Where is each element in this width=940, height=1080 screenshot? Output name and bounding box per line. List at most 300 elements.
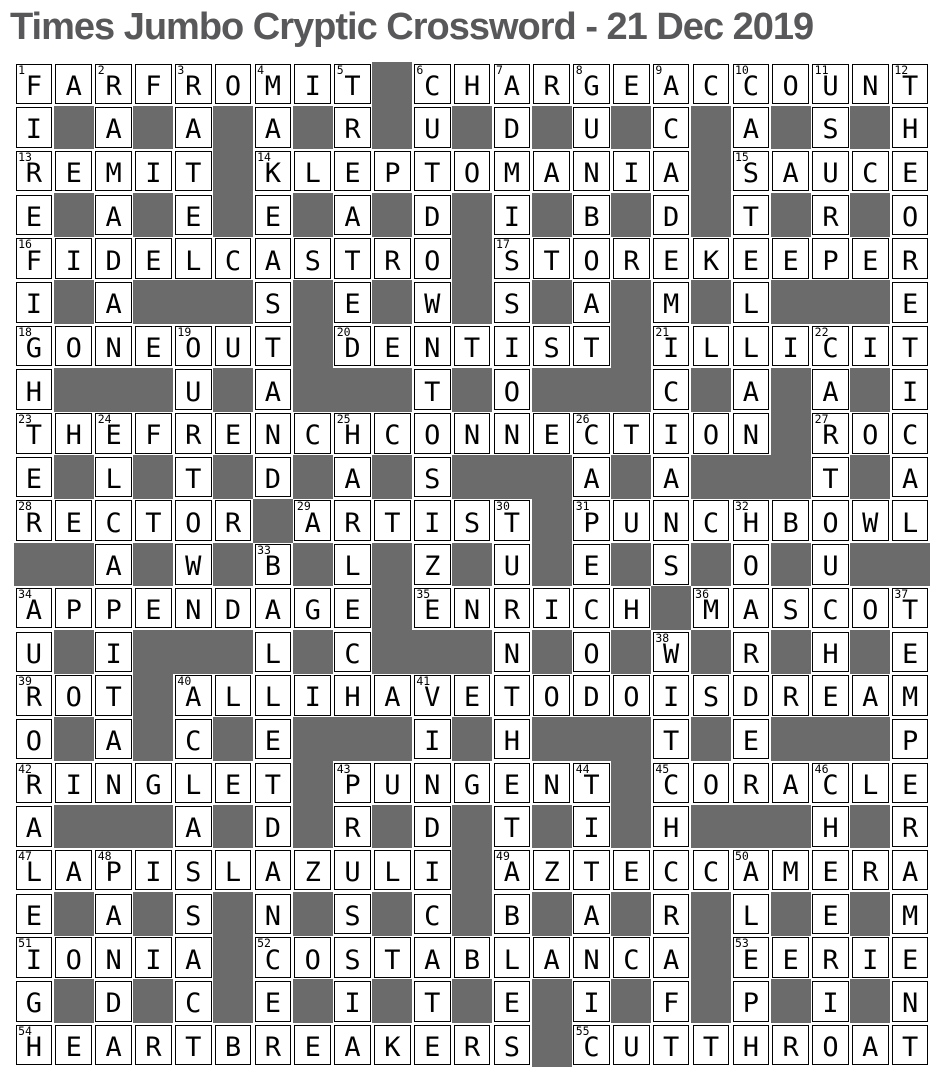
grid-cell-r23c7[interactable]: [255, 1025, 292, 1066]
grid-cell-r13c16[interactable]: [613, 588, 650, 629]
grid-cell-r13c22[interactable]: [852, 588, 889, 629]
grid-cell-r4c21[interactable]: [812, 195, 849, 236]
grid-cell-r16c1[interactable]: [16, 719, 53, 760]
grid-cell-r20c1[interactable]: [16, 894, 53, 935]
grid-cell-r15c19[interactable]: [733, 675, 770, 716]
grid-cell-r3c14[interactable]: [533, 151, 570, 192]
grid-cell-r9c15[interactable]: [573, 413, 610, 454]
grid-cell-r1c16[interactable]: [613, 64, 650, 105]
grid-cell-r21c4[interactable]: [135, 937, 172, 978]
grid-cell-r4c1[interactable]: [16, 195, 53, 236]
grid-cell-r3c9[interactable]: [334, 151, 371, 192]
grid-cell-r22c19[interactable]: [733, 981, 770, 1022]
grid-cell-r21c14[interactable]: [533, 937, 570, 978]
grid-cell-r16c7[interactable]: [255, 719, 292, 760]
grid-cell-r1c15[interactable]: [573, 64, 610, 105]
grid-cell-r17c22[interactable]: [852, 763, 889, 804]
grid-cell-r9c23[interactable]: [892, 413, 929, 454]
grid-cell-r1c19[interactable]: [733, 64, 770, 105]
grid-cell-r15c21[interactable]: [812, 675, 849, 716]
grid-cell-r18c1[interactable]: [16, 806, 53, 847]
grid-cell-r10c1[interactable]: [16, 457, 53, 498]
grid-cell-r9c19[interactable]: [733, 413, 770, 454]
grid-cell-r18c11[interactable]: [414, 806, 451, 847]
grid-cell-r23c17[interactable]: [653, 1025, 690, 1066]
grid-cell-r19c15[interactable]: [573, 850, 610, 891]
grid-cell-r23c1[interactable]: [16, 1025, 53, 1066]
grid-cell-r19c18[interactable]: [693, 850, 730, 891]
grid-cell-r11c15[interactable]: [573, 500, 610, 541]
grid-cell-r4c19[interactable]: [733, 195, 770, 236]
grid-cell-r11c13[interactable]: [494, 500, 531, 541]
grid-cell-r21c8[interactable]: [294, 937, 331, 978]
grid-cell-r5c21[interactable]: [812, 238, 849, 279]
grid-cell-r22c17[interactable]: [653, 981, 690, 1022]
grid-cell-r17c4[interactable]: [135, 763, 172, 804]
grid-cell-r1c2[interactable]: [55, 64, 92, 105]
grid-cell-r14c21[interactable]: [812, 632, 849, 673]
grid-cell-r9c6[interactable]: [215, 413, 252, 454]
grid-cell-r6c15[interactable]: [573, 282, 610, 323]
grid-cell-r5c5[interactable]: [175, 238, 212, 279]
grid-cell-r11c23[interactable]: [892, 500, 929, 541]
grid-cell-r17c18[interactable]: [693, 763, 730, 804]
grid-cell-r9c12[interactable]: [454, 413, 491, 454]
grid-cell-r1c17[interactable]: [653, 64, 690, 105]
grid-cell-r5c19[interactable]: [733, 238, 770, 279]
grid-cell-r19c1[interactable]: [16, 850, 53, 891]
grid-cell-r19c17[interactable]: [653, 850, 690, 891]
grid-cell-r11c3[interactable]: [95, 500, 132, 541]
grid-cell-r15c6[interactable]: [215, 675, 252, 716]
grid-cell-r19c16[interactable]: [613, 850, 650, 891]
grid-cell-r14c17[interactable]: [653, 632, 690, 673]
grid-cell-r3c16[interactable]: [613, 151, 650, 192]
grid-cell-r2c5[interactable]: [175, 107, 212, 148]
grid-cell-r6c3[interactable]: [95, 282, 132, 323]
grid-cell-r17c19[interactable]: [733, 763, 770, 804]
grid-cell-r11c16[interactable]: [613, 500, 650, 541]
grid-cell-r3c19[interactable]: [733, 151, 770, 192]
grid-cell-r21c3[interactable]: [95, 937, 132, 978]
grid-cell-r13c2[interactable]: [55, 588, 92, 629]
grid-cell-r19c13[interactable]: [494, 850, 531, 891]
grid-cell-r5c1[interactable]: [16, 238, 53, 279]
grid-cell-r15c17[interactable]: [653, 675, 690, 716]
grid-cell-r20c3[interactable]: [95, 894, 132, 935]
grid-cell-r21c21[interactable]: [812, 937, 849, 978]
grid-cell-r2c7[interactable]: [255, 107, 292, 148]
grid-cell-r21c23[interactable]: [892, 937, 929, 978]
grid-cell-r11c18[interactable]: [693, 500, 730, 541]
grid-cell-r14c23[interactable]: [892, 632, 929, 673]
grid-cell-r8c23[interactable]: [892, 369, 929, 410]
grid-cell-r3c20[interactable]: [772, 151, 809, 192]
grid-cell-r15c23[interactable]: [892, 675, 929, 716]
grid-cell-r19c9[interactable]: [334, 850, 371, 891]
grid-cell-r19c7[interactable]: [255, 850, 292, 891]
grid-cell-r20c19[interactable]: [733, 894, 770, 935]
grid-cell-r19c3[interactable]: [95, 850, 132, 891]
grid-cell-r3c10[interactable]: [374, 151, 411, 192]
grid-cell-r8c7[interactable]: [255, 369, 292, 410]
grid-cell-r7c1[interactable]: [16, 326, 53, 367]
grid-cell-r6c23[interactable]: [892, 282, 929, 323]
grid-cell-r18c5[interactable]: [175, 806, 212, 847]
grid-cell-r6c13[interactable]: [494, 282, 531, 323]
grid-cell-r7c14[interactable]: [533, 326, 570, 367]
grid-cell-r5c11[interactable]: [414, 238, 451, 279]
grid-cell-r23c11[interactable]: [414, 1025, 451, 1066]
grid-cell-r3c1[interactable]: [16, 151, 53, 192]
grid-cell-r18c7[interactable]: [255, 806, 292, 847]
grid-cell-r15c15[interactable]: [573, 675, 610, 716]
grid-cell-r15c14[interactable]: [533, 675, 570, 716]
grid-cell-r10c9[interactable]: [334, 457, 371, 498]
grid-cell-r15c18[interactable]: [693, 675, 730, 716]
grid-cell-r14c13[interactable]: [494, 632, 531, 673]
grid-cell-r23c18[interactable]: [693, 1025, 730, 1066]
grid-cell-r5c3[interactable]: [95, 238, 132, 279]
grid-cell-r10c3[interactable]: [95, 457, 132, 498]
grid-cell-r13c6[interactable]: [215, 588, 252, 629]
grid-cell-r13c4[interactable]: [135, 588, 172, 629]
grid-cell-r16c11[interactable]: [414, 719, 451, 760]
grid-cell-r4c15[interactable]: [573, 195, 610, 236]
grid-cell-r17c23[interactable]: [892, 763, 929, 804]
grid-cell-r21c12[interactable]: [454, 937, 491, 978]
grid-cell-r12c11[interactable]: [414, 544, 451, 585]
grid-cell-r9c18[interactable]: [693, 413, 730, 454]
grid-cell-r19c4[interactable]: [135, 850, 172, 891]
grid-cell-r15c12[interactable]: [454, 675, 491, 716]
grid-cell-r7c13[interactable]: [494, 326, 531, 367]
grid-cell-r6c7[interactable]: [255, 282, 292, 323]
grid-cell-r6c1[interactable]: [16, 282, 53, 323]
grid-cell-r3c12[interactable]: [454, 151, 491, 192]
grid-cell-r15c7[interactable]: [255, 675, 292, 716]
grid-cell-r11c11[interactable]: [414, 500, 451, 541]
grid-cell-r7c12[interactable]: [454, 326, 491, 367]
grid-cell-r5c10[interactable]: [374, 238, 411, 279]
grid-cell-r9c2[interactable]: [55, 413, 92, 454]
grid-cell-r18c17[interactable]: [653, 806, 690, 847]
grid-cell-r13c14[interactable]: [533, 588, 570, 629]
grid-cell-r7c6[interactable]: [215, 326, 252, 367]
grid-cell-r4c3[interactable]: [95, 195, 132, 236]
grid-cell-r13c13[interactable]: [494, 588, 531, 629]
grid-cell-r19c5[interactable]: [175, 850, 212, 891]
grid-cell-r12c9[interactable]: [334, 544, 371, 585]
grid-cell-r10c11[interactable]: [414, 457, 451, 498]
grid-cell-r8c1[interactable]: [16, 369, 53, 410]
grid-cell-r5c18[interactable]: [693, 238, 730, 279]
grid-cell-r8c13[interactable]: [494, 369, 531, 410]
grid-cell-r4c5[interactable]: [175, 195, 212, 236]
grid-cell-r15c10[interactable]: [374, 675, 411, 716]
grid-cell-r13c5[interactable]: [175, 588, 212, 629]
grid-cell-r13c21[interactable]: [812, 588, 849, 629]
grid-cell-r19c14[interactable]: [533, 850, 570, 891]
grid-cell-r19c19[interactable]: [733, 850, 770, 891]
grid-cell-r17c20[interactable]: [772, 763, 809, 804]
grid-cell-r16c19[interactable]: [733, 719, 770, 760]
grid-cell-r11c6[interactable]: [215, 500, 252, 541]
grid-cell-r7c7[interactable]: [255, 326, 292, 367]
grid-cell-r9c7[interactable]: [255, 413, 292, 454]
grid-cell-r12c3[interactable]: [95, 544, 132, 585]
grid-cell-r14c9[interactable]: [334, 632, 371, 673]
grid-cell-r9c13[interactable]: [494, 413, 531, 454]
grid-cell-r20c5[interactable]: [175, 894, 212, 935]
grid-cell-r12c17[interactable]: [653, 544, 690, 585]
grid-cell-r23c23[interactable]: [892, 1025, 929, 1066]
grid-cell-r6c19[interactable]: [733, 282, 770, 323]
grid-cell-r16c13[interactable]: [494, 719, 531, 760]
grid-cell-r23c13[interactable]: [494, 1025, 531, 1066]
grid-cell-r14c19[interactable]: [733, 632, 770, 673]
grid-cell-r19c20[interactable]: [772, 850, 809, 891]
grid-cell-r8c11[interactable]: [414, 369, 451, 410]
grid-cell-r5c7[interactable]: [255, 238, 292, 279]
grid-cell-r7c18[interactable]: [693, 326, 730, 367]
grid-cell-r17c13[interactable]: [494, 763, 531, 804]
grid-cell-r23c4[interactable]: [135, 1025, 172, 1066]
grid-cell-r9c10[interactable]: [374, 413, 411, 454]
grid-cell-r20c15[interactable]: [573, 894, 610, 935]
grid-cell-r9c5[interactable]: [175, 413, 212, 454]
grid-cell-r1c20[interactable]: [772, 64, 809, 105]
grid-cell-r5c16[interactable]: [613, 238, 650, 279]
grid-cell-r17c6[interactable]: [215, 763, 252, 804]
grid-cell-r11c2[interactable]: [55, 500, 92, 541]
grid-cell-r16c3[interactable]: [95, 719, 132, 760]
grid-cell-r7c15[interactable]: [573, 326, 610, 367]
grid-cell-r3c4[interactable]: [135, 151, 172, 192]
grid-cell-r9c21[interactable]: [812, 413, 849, 454]
grid-cell-r3c17[interactable]: [653, 151, 690, 192]
grid-cell-r3c22[interactable]: [852, 151, 889, 192]
grid-cell-r1c6[interactable]: [215, 64, 252, 105]
grid-cell-r1c23[interactable]: [892, 64, 929, 105]
grid-cell-r1c11[interactable]: [414, 64, 451, 105]
grid-cell-r20c9[interactable]: [334, 894, 371, 935]
grid-cell-r23c19[interactable]: [733, 1025, 770, 1066]
grid-cell-r6c11[interactable]: [414, 282, 451, 323]
grid-cell-r15c5[interactable]: [175, 675, 212, 716]
grid-cell-r21c2[interactable]: [55, 937, 92, 978]
grid-cell-r3c2[interactable]: [55, 151, 92, 192]
grid-cell-r19c6[interactable]: [215, 850, 252, 891]
grid-cell-r15c9[interactable]: [334, 675, 371, 716]
grid-cell-r10c21[interactable]: [812, 457, 849, 498]
grid-cell-r3c15[interactable]: [573, 151, 610, 192]
grid-cell-r5c9[interactable]: [334, 238, 371, 279]
grid-cell-r4c9[interactable]: [334, 195, 371, 236]
grid-cell-r3c11[interactable]: [414, 151, 451, 192]
grid-cell-r11c21[interactable]: [812, 500, 849, 541]
grid-cell-r13c12[interactable]: [454, 588, 491, 629]
grid-cell-r14c15[interactable]: [573, 632, 610, 673]
grid-cell-r3c5[interactable]: [175, 151, 212, 192]
grid-cell-r2c3[interactable]: [95, 107, 132, 148]
grid-cell-r7c4[interactable]: [135, 326, 172, 367]
grid-cell-r23c2[interactable]: [55, 1025, 92, 1066]
grid-cell-r19c8[interactable]: [294, 850, 331, 891]
grid-cell-r7c19[interactable]: [733, 326, 770, 367]
grid-cell-r13c7[interactable]: [255, 588, 292, 629]
grid-cell-r2c21[interactable]: [812, 107, 849, 148]
grid-cell-r6c17[interactable]: [653, 282, 690, 323]
grid-cell-r9c17[interactable]: [653, 413, 690, 454]
grid-cell-r18c23[interactable]: [892, 806, 929, 847]
grid-cell-r1c13[interactable]: [494, 64, 531, 105]
grid-cell-r3c8[interactable]: [294, 151, 331, 192]
grid-cell-r9c4[interactable]: [135, 413, 172, 454]
grid-cell-r8c21[interactable]: [812, 369, 849, 410]
grid-cell-r15c11[interactable]: [414, 675, 451, 716]
grid-cell-r5c4[interactable]: [135, 238, 172, 279]
grid-cell-r15c22[interactable]: [852, 675, 889, 716]
grid-cell-r17c7[interactable]: [255, 763, 292, 804]
grid-cell-r16c17[interactable]: [653, 719, 690, 760]
grid-cell-r22c3[interactable]: [95, 981, 132, 1022]
grid-cell-r13c15[interactable]: [573, 588, 610, 629]
grid-cell-r12c15[interactable]: [573, 544, 610, 585]
grid-cell-r10c5[interactable]: [175, 457, 212, 498]
grid-cell-r5c13[interactable]: [494, 238, 531, 279]
grid-cell-r17c12[interactable]: [454, 763, 491, 804]
grid-cell-r9c1[interactable]: [16, 413, 53, 454]
grid-cell-r15c16[interactable]: [613, 675, 650, 716]
grid-cell-r14c1[interactable]: [16, 632, 53, 673]
grid-cell-r7c2[interactable]: [55, 326, 92, 367]
grid-cell-r11c9[interactable]: [334, 500, 371, 541]
grid-cell-r13c19[interactable]: [733, 588, 770, 629]
grid-cell-r4c13[interactable]: [494, 195, 531, 236]
grid-cell-r4c11[interactable]: [414, 195, 451, 236]
grid-cell-r8c19[interactable]: [733, 369, 770, 410]
grid-cell-r5c15[interactable]: [573, 238, 610, 279]
grid-cell-r15c8[interactable]: [294, 675, 331, 716]
grid-cell-r9c16[interactable]: [613, 413, 650, 454]
grid-cell-r18c13[interactable]: [494, 806, 531, 847]
grid-cell-r23c22[interactable]: [852, 1025, 889, 1066]
grid-cell-r19c23[interactable]: [892, 850, 929, 891]
grid-cell-r1c21[interactable]: [812, 64, 849, 105]
grid-cell-r21c22[interactable]: [852, 937, 889, 978]
grid-cell-r23c3[interactable]: [95, 1025, 132, 1066]
grid-cell-r7c5[interactable]: [175, 326, 212, 367]
grid-cell-r11c20[interactable]: [772, 500, 809, 541]
grid-cell-r19c10[interactable]: [374, 850, 411, 891]
grid-cell-r5c14[interactable]: [533, 238, 570, 279]
grid-cell-r23c9[interactable]: [334, 1025, 371, 1066]
grid-cell-r17c5[interactable]: [175, 763, 212, 804]
grid-cell-r11c4[interactable]: [135, 500, 172, 541]
grid-cell-r1c22[interactable]: [852, 64, 889, 105]
grid-cell-r1c4[interactable]: [135, 64, 172, 105]
grid-cell-r15c20[interactable]: [772, 675, 809, 716]
grid-cell-r11c17[interactable]: [653, 500, 690, 541]
grid-cell-r22c15[interactable]: [573, 981, 610, 1022]
grid-cell-r21c16[interactable]: [613, 937, 650, 978]
grid-cell-r1c9[interactable]: [334, 64, 371, 105]
grid-cell-r2c23[interactable]: [892, 107, 929, 148]
grid-cell-r3c21[interactable]: [812, 151, 849, 192]
grid-cell-r21c5[interactable]: [175, 937, 212, 978]
grid-cell-r1c1[interactable]: [16, 64, 53, 105]
grid-cell-r11c1[interactable]: [16, 500, 53, 541]
grid-cell-r4c7[interactable]: [255, 195, 292, 236]
grid-cell-r10c23[interactable]: [892, 457, 929, 498]
grid-cell-r11c5[interactable]: [175, 500, 212, 541]
grid-cell-r9c11[interactable]: [414, 413, 451, 454]
grid-cell-r15c1[interactable]: [16, 675, 53, 716]
grid-cell-r19c22[interactable]: [852, 850, 889, 891]
grid-cell-r23c16[interactable]: [613, 1025, 650, 1066]
grid-cell-r23c20[interactable]: [772, 1025, 809, 1066]
grid-cell-r21c9[interactable]: [334, 937, 371, 978]
grid-cell-r23c10[interactable]: [374, 1025, 411, 1066]
grid-cell-r16c23[interactable]: [892, 719, 929, 760]
grid-cell-r18c9[interactable]: [334, 806, 371, 847]
grid-cell-r21c15[interactable]: [573, 937, 610, 978]
grid-cell-r5c22[interactable]: [852, 238, 889, 279]
grid-cell-r12c13[interactable]: [494, 544, 531, 585]
grid-cell-r23c12[interactable]: [454, 1025, 491, 1066]
grid-cell-r7c22[interactable]: [852, 326, 889, 367]
grid-cell-r5c2[interactable]: [55, 238, 92, 279]
grid-cell-r18c21[interactable]: [812, 806, 849, 847]
grid-cell-r9c22[interactable]: [852, 413, 889, 454]
grid-cell-r13c1[interactable]: [16, 588, 53, 629]
grid-cell-r11c8[interactable]: [294, 500, 331, 541]
grid-cell-r2c11[interactable]: [414, 107, 451, 148]
grid-cell-r1c18[interactable]: [693, 64, 730, 105]
grid-cell-r15c2[interactable]: [55, 675, 92, 716]
grid-cell-r23c21[interactable]: [812, 1025, 849, 1066]
grid-cell-r2c1[interactable]: [16, 107, 53, 148]
grid-cell-r15c13[interactable]: [494, 675, 531, 716]
grid-cell-r21c20[interactable]: [772, 937, 809, 978]
grid-cell-r1c7[interactable]: [255, 64, 292, 105]
grid-cell-r7c20[interactable]: [772, 326, 809, 367]
grid-cell-r17c15[interactable]: [573, 763, 610, 804]
grid-cell-r8c17[interactable]: [653, 369, 690, 410]
grid-cell-r14c7[interactable]: [255, 632, 292, 673]
grid-cell-r2c19[interactable]: [733, 107, 770, 148]
grid-cell-r10c17[interactable]: [653, 457, 690, 498]
grid-cell-r3c13[interactable]: [494, 151, 531, 192]
grid-cell-r22c7[interactable]: [255, 981, 292, 1022]
grid-cell-r19c21[interactable]: [812, 850, 849, 891]
grid-cell-r22c5[interactable]: [175, 981, 212, 1022]
grid-cell-r17c14[interactable]: [533, 763, 570, 804]
grid-cell-r7c11[interactable]: [414, 326, 451, 367]
grid-cell-r5c8[interactable]: [294, 238, 331, 279]
grid-cell-r2c17[interactable]: [653, 107, 690, 148]
grid-cell-r8c5[interactable]: [175, 369, 212, 410]
grid-cell-r17c21[interactable]: [812, 763, 849, 804]
grid-cell-r13c18[interactable]: [693, 588, 730, 629]
grid-cell-r21c10[interactable]: [374, 937, 411, 978]
grid-cell-r22c23[interactable]: [892, 981, 929, 1022]
grid-cell-r2c13[interactable]: [494, 107, 531, 148]
grid-cell-r22c1[interactable]: [16, 981, 53, 1022]
grid-cell-r17c17[interactable]: [653, 763, 690, 804]
grid-cell-r20c21[interactable]: [812, 894, 849, 935]
